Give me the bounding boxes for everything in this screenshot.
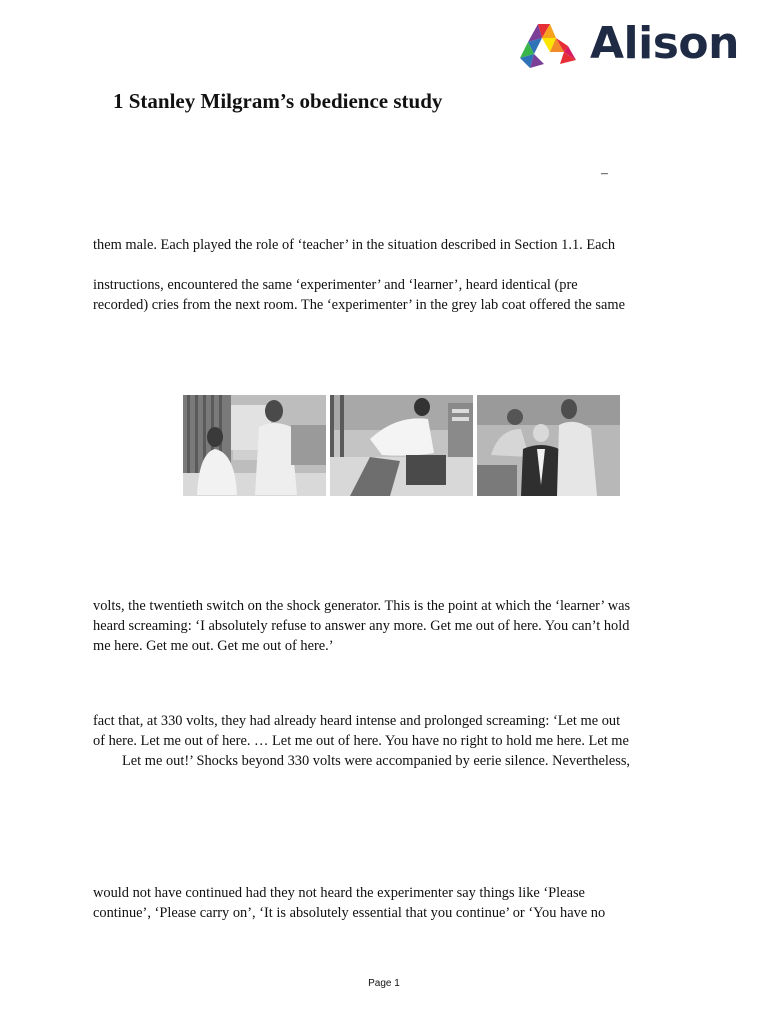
body-line: would not have continued had they not heard the experimenter say things like ‘Please [93,885,585,901]
photo-1 [183,395,326,496]
stray-dash: – [601,166,608,181]
body-line: recorded) cries from the next room. The ‘experimenter’ in the grey lab coat offered the same [93,297,625,313]
alison-logo-text: Alison [590,18,739,69]
alison-logo-mark [520,24,586,68]
photo-strip [183,395,620,496]
body-line: continue’, ‘Please carry on’, ‘It is absolutely essential that you continue’ or ‘You have no [93,905,606,921]
body-line: volts, the twentieth switch on the shock generator. This is the point at which the ‘learner’ was [93,598,631,614]
photo-3 [477,395,620,496]
alison-logo[interactable] [520,18,745,70]
body-line: instructions, encountered the same ‘experimenter’ and ‘learner’, heard identical (pre [93,277,578,293]
document-title: 1 Stanley Milgram’s obedience study [113,89,443,113]
photo-2 [330,395,473,496]
body-line: Let me out!’ Shocks beyond 330 volts were accompanied by eerie silence. Nevertheless, [122,753,631,769]
body-line: heard screaming: ‘I absolutely refuse to answer any more. Get me out of here. You can’t hold [93,618,630,634]
body-line: me here. Get me out. Get me out of here.’ [93,638,334,654]
body-line: fact that, at 330 volts, they had already heard intense and prolonged screaming: ‘Let me out [93,713,621,729]
body-line: them male. Each played the role of ‘teacher’ in the situation described in Section 1.1. Each [93,237,616,253]
page-number: Page 1 [368,978,400,989]
body-line: of here. Let me out of here. … Let me out of here. You have no right to hold me here. Let me [93,733,629,749]
